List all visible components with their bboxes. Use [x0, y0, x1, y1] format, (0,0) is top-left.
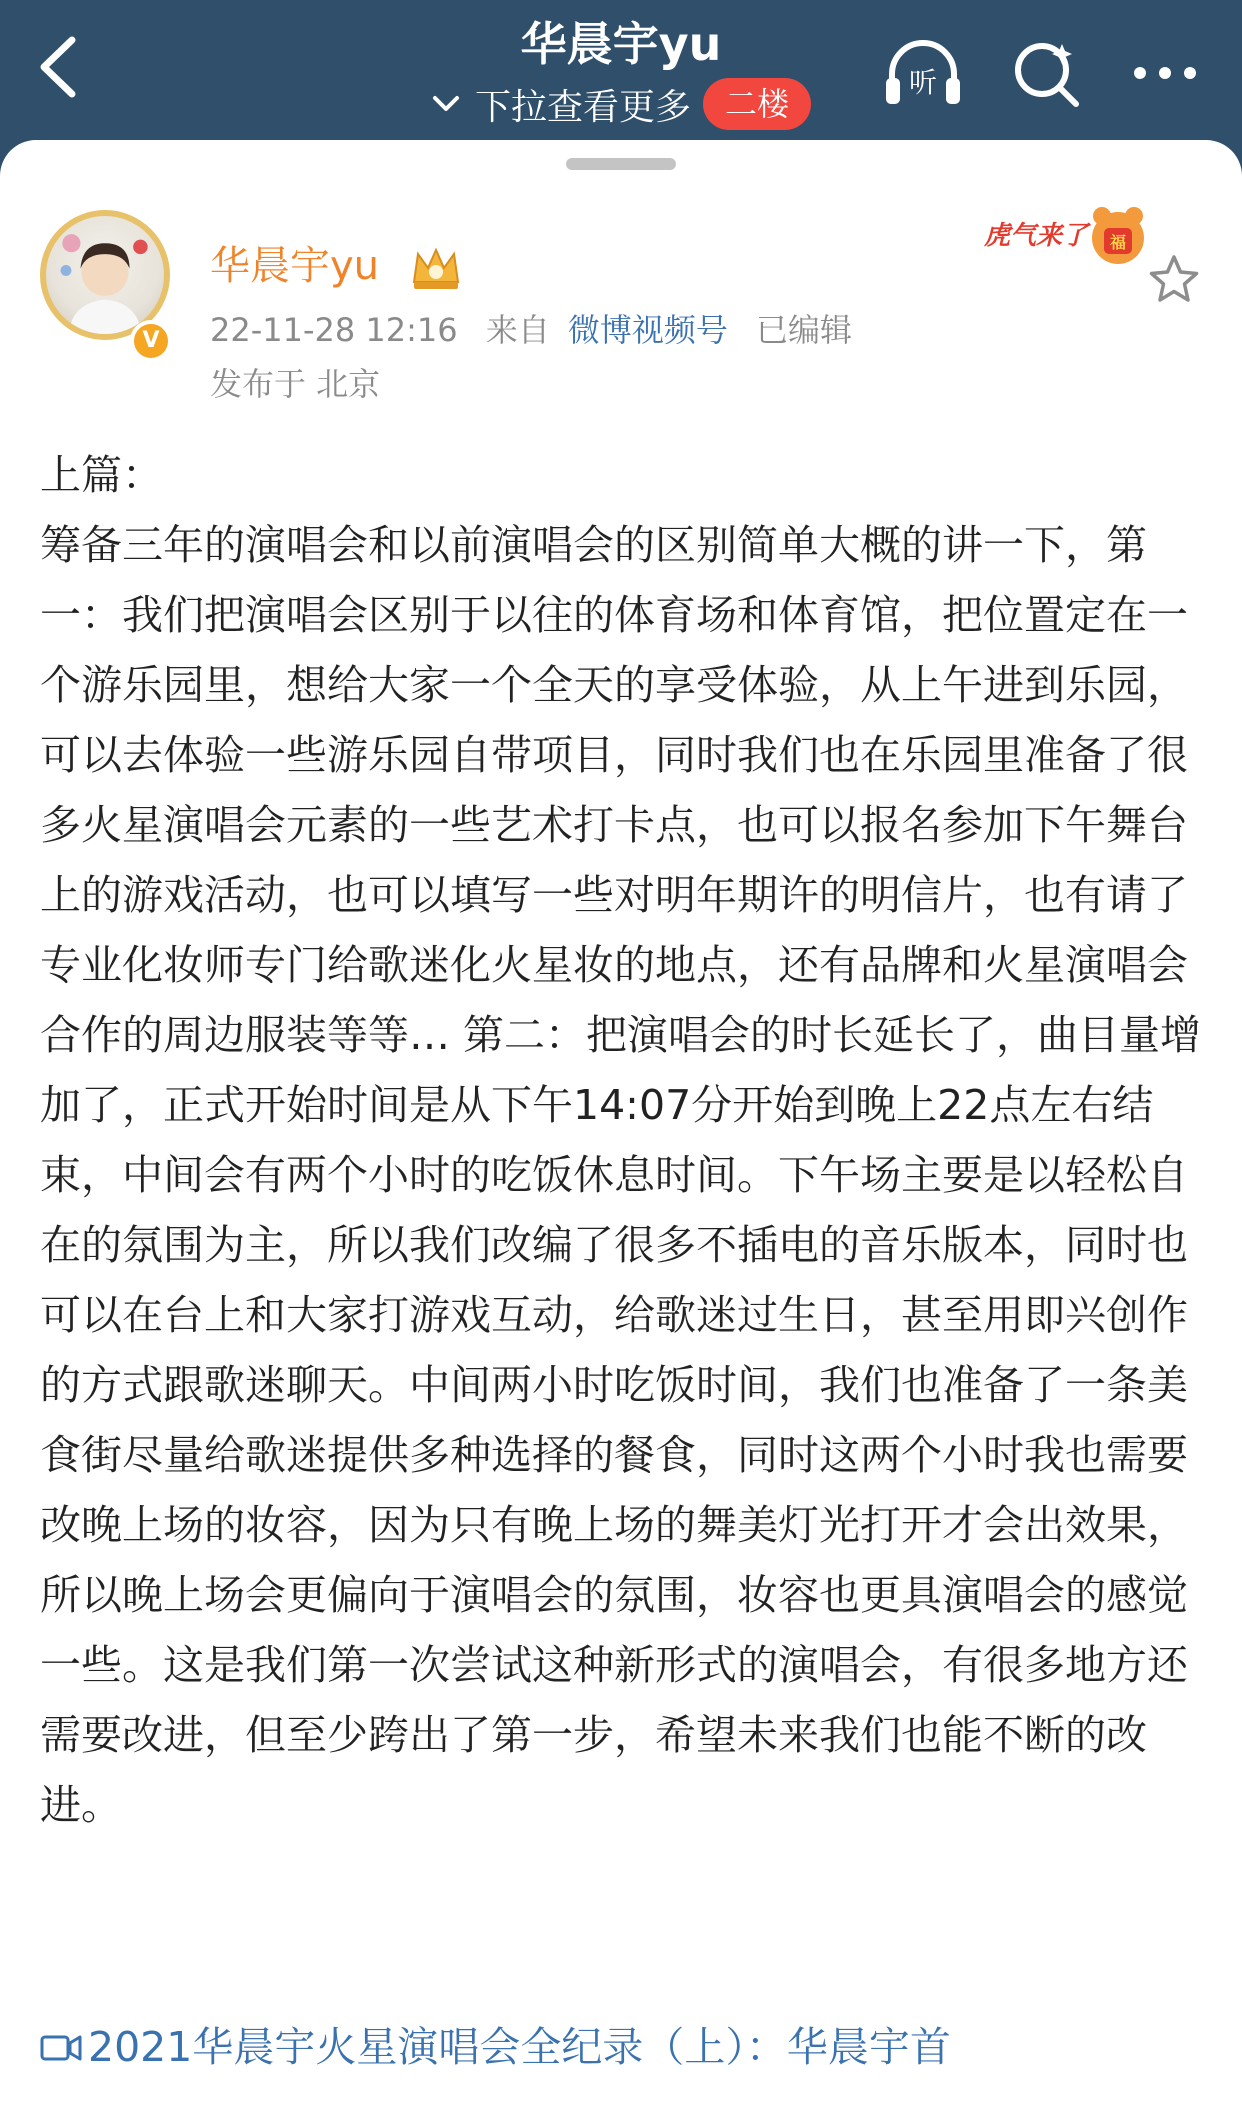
- video-link-text[interactable]: 2021华晨宇火星演唱会全纪录（上）：华晨宇首: [88, 2023, 951, 2071]
- search-button[interactable]: [1004, 30, 1090, 116]
- author-name[interactable]: 华晨宇yu: [210, 243, 380, 289]
- post-location: 发布于 北京: [210, 365, 381, 403]
- more-button[interactable]: [1122, 30, 1208, 116]
- post-body: [40, 440, 1210, 1840]
- avatar-image: [46, 216, 164, 334]
- pull-hint-text: 下拉查看更多: [474, 86, 691, 128]
- post-card: [0, 140, 1242, 2112]
- listen-label: 听: [908, 66, 938, 99]
- tiger-sticker-icon: [980, 194, 1150, 284]
- drag-handle[interactable]: [566, 158, 676, 170]
- post-heading: 上篇：: [40, 451, 163, 499]
- top-bar: [0, 0, 1242, 140]
- member-crown-icon[interactable]: [408, 242, 464, 292]
- listen-button[interactable]: [880, 30, 966, 116]
- verified-badge-icon: V: [130, 320, 172, 362]
- chevron-down-icon: [431, 92, 461, 116]
- favorite-star-icon[interactable]: [1146, 252, 1202, 308]
- post-text: 筹备三年的演唱会和以前演唱会的区别简单大概的讲一下，第一：我们把演唱会区别于以往的体育场和体育馆，把位置定在一个游乐园里，想给大家一个全天的享受体验，从上午进到乐园，可以去体验一些游乐园自带项目，同时我们也在乐园里准备了很多火星演唱会元素的一些艺术打卡点，也可以报名参加下午舞台上的游戏活动，也可以填写一些对明年期许的明信片，也有请了专业化妆师专门给歌迷化火星妆的地点，还有品牌和火星演唱会合作的周边服装等等… 第二：把演唱会的时长延长了，曲目量增加了，正式开始时间是从下午14:07分开始到晚上22点左右结束，中间会有两个小时的吃饭休息时间。下午场主要是以轻松自在的氛围为主，所以我们改编了很多不插电的音乐版本，同时也可以在台上和大家打游戏互动，给歌迷过生日，甚至用即兴创作的方式跟歌迷聊天。中间两小时吃饭时间，我们也准备了一条美食街尽量给歌迷提供多种选择的餐食，同时这两个小时我也需要改晚上场的妆容，因为只有晚上场的舞美灯光打开才会出效果，所以晚上场会更偏向于演唱会的氛围，妆容也更具演唱会的感觉一些。这是我们第一次尝试这种新形式的演唱会，有很多地方还需要改进，但至少跨出了第一步，希望未来我们也能不断的改进。: [40, 521, 1202, 1829]
- page-title: 华晨宇yu: [520, 17, 722, 71]
- video-link[interactable]: [40, 2012, 1140, 2082]
- source-prefix: 来自: [485, 311, 550, 349]
- video-camera-icon: [40, 2029, 82, 2065]
- svg-text:福: 福: [1109, 233, 1127, 252]
- sticker-text: 虎气来了: [984, 221, 1089, 251]
- post-source[interactable]: [486, 311, 728, 349]
- post-meta: [210, 308, 852, 352]
- source-link[interactable]: 微博视频号: [567, 311, 728, 349]
- more-icon: [1122, 30, 1208, 116]
- post-timestamp: 22-11-28 12:16: [210, 311, 458, 349]
- floor-badge[interactable]: 二楼: [703, 78, 811, 130]
- edited-label[interactable]: 已编辑: [756, 311, 853, 349]
- text-fade-overlay: [980, 2002, 1242, 2112]
- search-icon: [1004, 30, 1090, 116]
- headphones-icon: [880, 30, 966, 116]
